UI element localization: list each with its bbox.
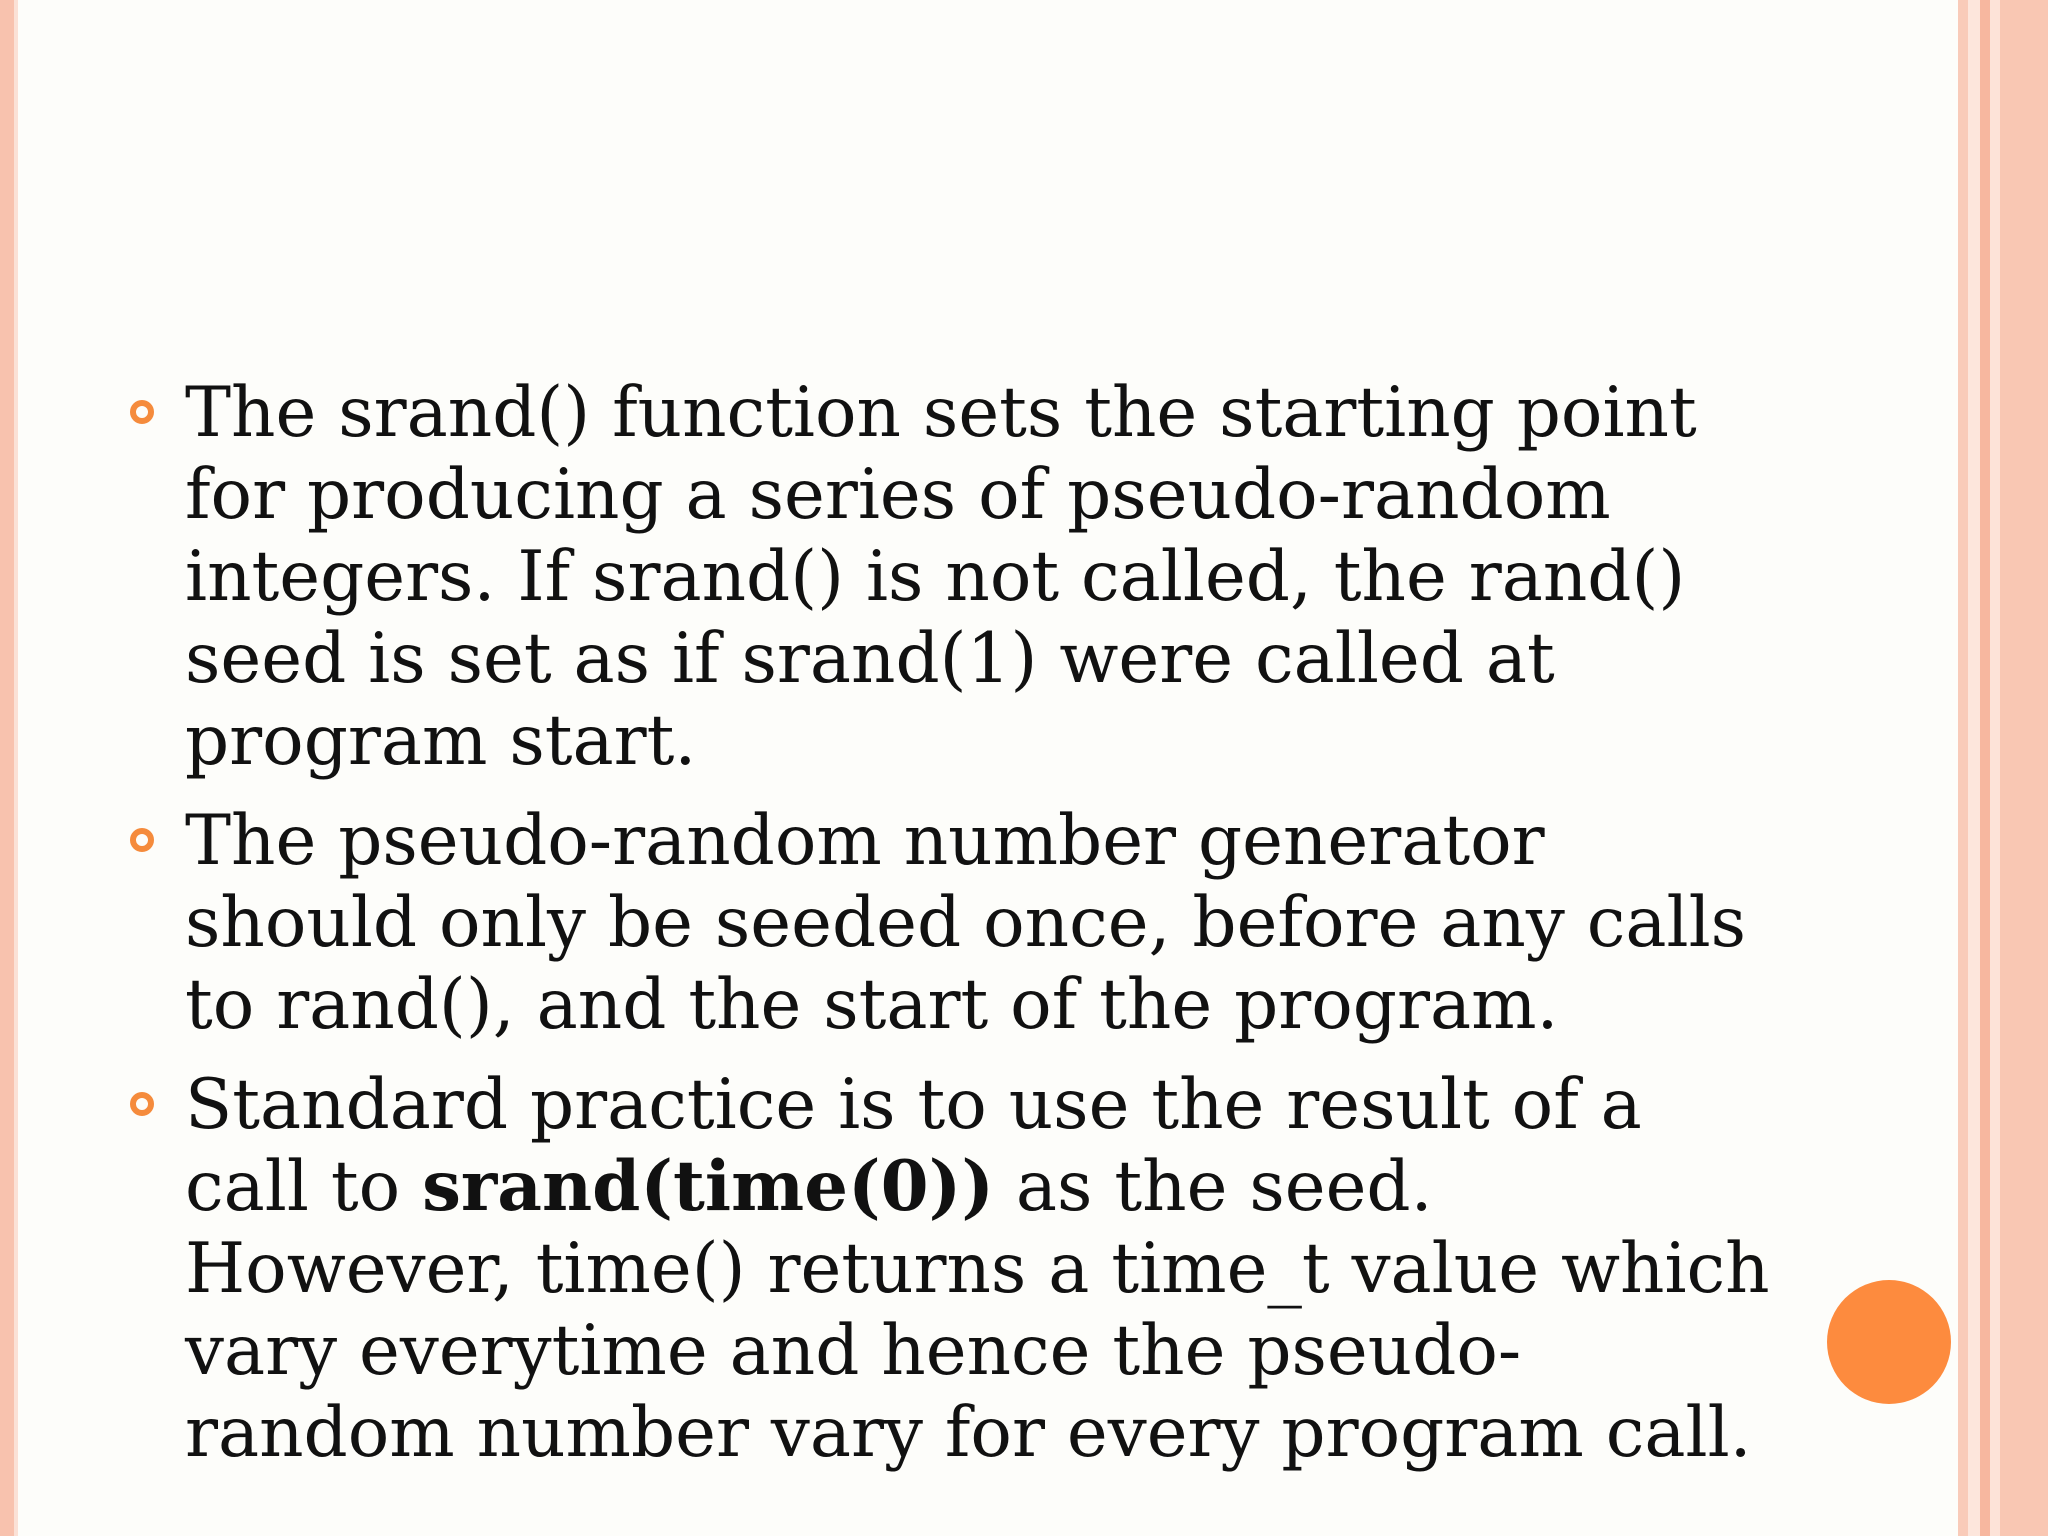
ring-bullet-icon [130, 400, 154, 424]
bullet-item-srand [130, 372, 1770, 782]
decorative-orange-circle [1827, 1280, 1951, 1404]
ring-bullet-icon [130, 828, 154, 852]
right-frame-stripe-2 [1968, 0, 1980, 1536]
bullet-item-standard-practice [130, 1064, 1770, 1474]
right-frame-stripe-5 [2000, 0, 2048, 1536]
right-frame-stripe-3 [1980, 0, 1990, 1536]
left-frame-stripe [0, 0, 14, 1536]
bullet-text: The pseudo-random number generator should only be seeded once, before any calls to rand(), and the start of the program. [185, 801, 1747, 1045]
right-frame-stripe-1 [1958, 0, 1968, 1536]
ring-bullet-icon [130, 1092, 154, 1116]
bullet-bold-code: srand(time(0)) [422, 1146, 994, 1227]
bullet-item-seed-once [130, 800, 1770, 1046]
bullet-text-before: Standard practice is to use the result of a call to [185, 1065, 1642, 1227]
right-frame-stripe-4 [1990, 0, 2000, 1536]
left-frame-inner-stripe [14, 0, 18, 1536]
bullet-list [130, 372, 1770, 1492]
bullet-text [185, 1064, 1770, 1474]
bullet-text: The srand() function sets the starting point for producing a series of pseudo-random integers. If srand() is not called, the rand() seed is set as if srand(1) were called at program start. [185, 373, 1697, 781]
bullet-text-after: as the seed. However, time() returns a time_t value which vary everytime and hence the pseudo-random number vary for every program call. [185, 1147, 1770, 1473]
